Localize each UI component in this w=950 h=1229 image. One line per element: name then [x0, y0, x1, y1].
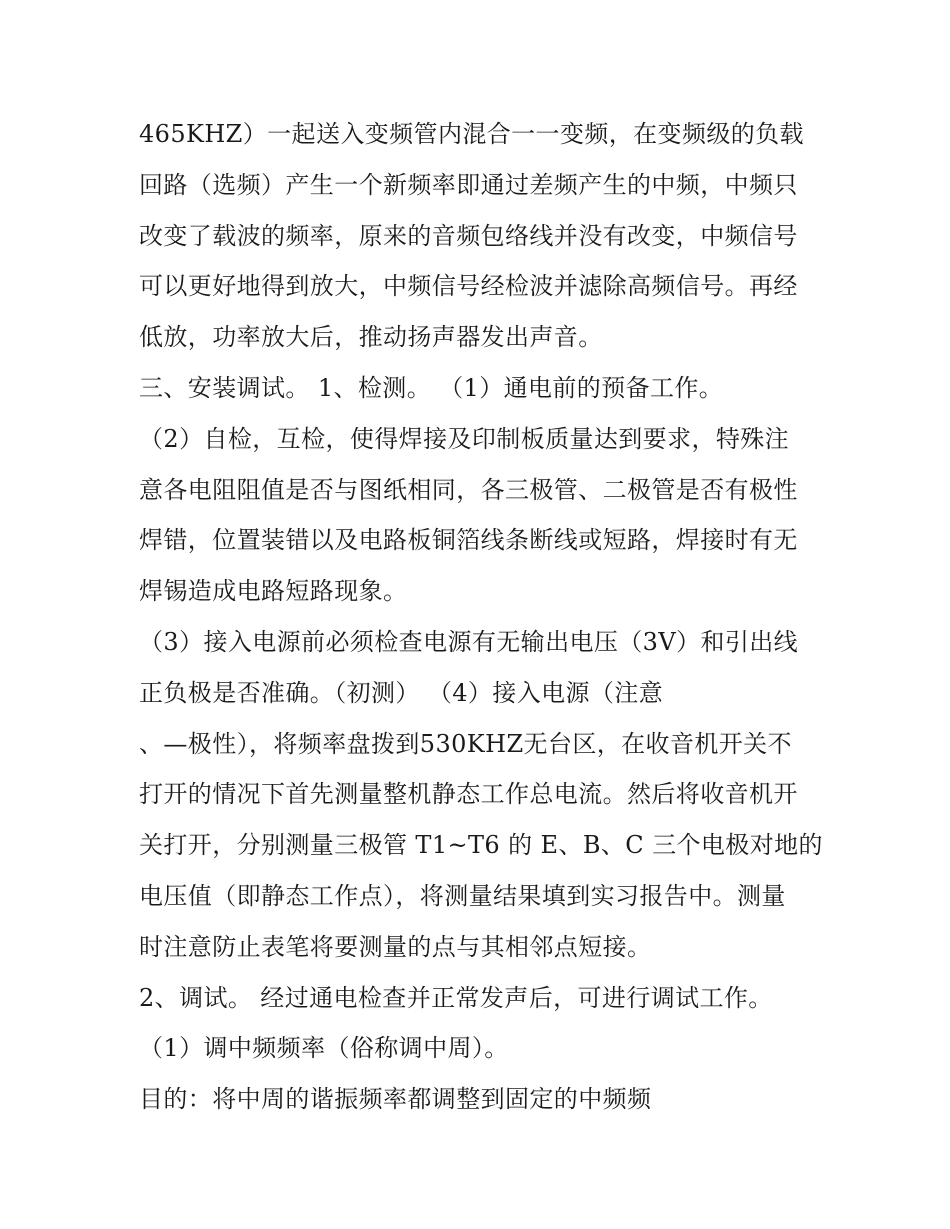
- text-line: 回路（选频）产生一个新频率即通过差频产生的中频，中频只: [139, 170, 798, 199]
- text-line: 时注意防止表笔将要测量的点与其相邻点短接。: [139, 932, 652, 961]
- document-body: [139, 109, 823, 1125]
- text-line: 打开的情况下首先测量整机静态工作总电流。然后将收音机开: [139, 780, 798, 809]
- text-line: （3）接入电源前必须检查电源有无输出电压（3V）和引出线: [139, 627, 799, 656]
- section-heading-line: 三、安装调试。 1、检测。 （1）通电前的预备工作。: [139, 373, 724, 402]
- text-line: 465KHZ）一起送入变频管内混合一一变频，在变频级的负载: [139, 120, 804, 148]
- text-line: 关打开，分别测量三极管 T1~T6 的 E、B、C 三个电极对地的: [139, 831, 823, 860]
- text-line: 低放，功率放大后，推动扬声器发出声音。: [139, 323, 603, 352]
- section-heading-line: 2、调试。 经过通电检查并正常发声后，可进行调试工作。: [139, 983, 773, 1012]
- text-line: 电压值（即静态工作点），将测量结果填到实习报告中。测量: [139, 881, 786, 910]
- text-line: 、—极性），将频率盘拨到530KHZ无台区，在收音机开关不: [139, 729, 792, 758]
- text-line: 目的：将中周的谐振频率都调整到固定的中频频: [139, 1085, 652, 1114]
- text-line: 正负极是否准确。（初测） （4）接入电源（注意: [139, 678, 664, 707]
- text-line: 改变了载波的频率，原来的音频包络线并没有改变，中频信号: [139, 221, 798, 250]
- text-line: 可以更好地得到放大，中频信号经检波并滤除高频信号。再经: [139, 272, 798, 301]
- text-line: 焊错，位置装错以及电路板铜箔线条断线或短路，焊接时有无: [139, 526, 798, 555]
- text-line: （1）调中频频率（俗称调中周）。: [139, 1034, 509, 1063]
- text-line: 焊锡造成电路短路现象。: [139, 577, 408, 606]
- text-line: 意各电阻阻值是否与图纸相同，各三极管、二极管是否有极性: [139, 475, 798, 504]
- text-line: （2）自检，互检，使得焊接及印制板质量达到要求，特殊注: [139, 424, 790, 453]
